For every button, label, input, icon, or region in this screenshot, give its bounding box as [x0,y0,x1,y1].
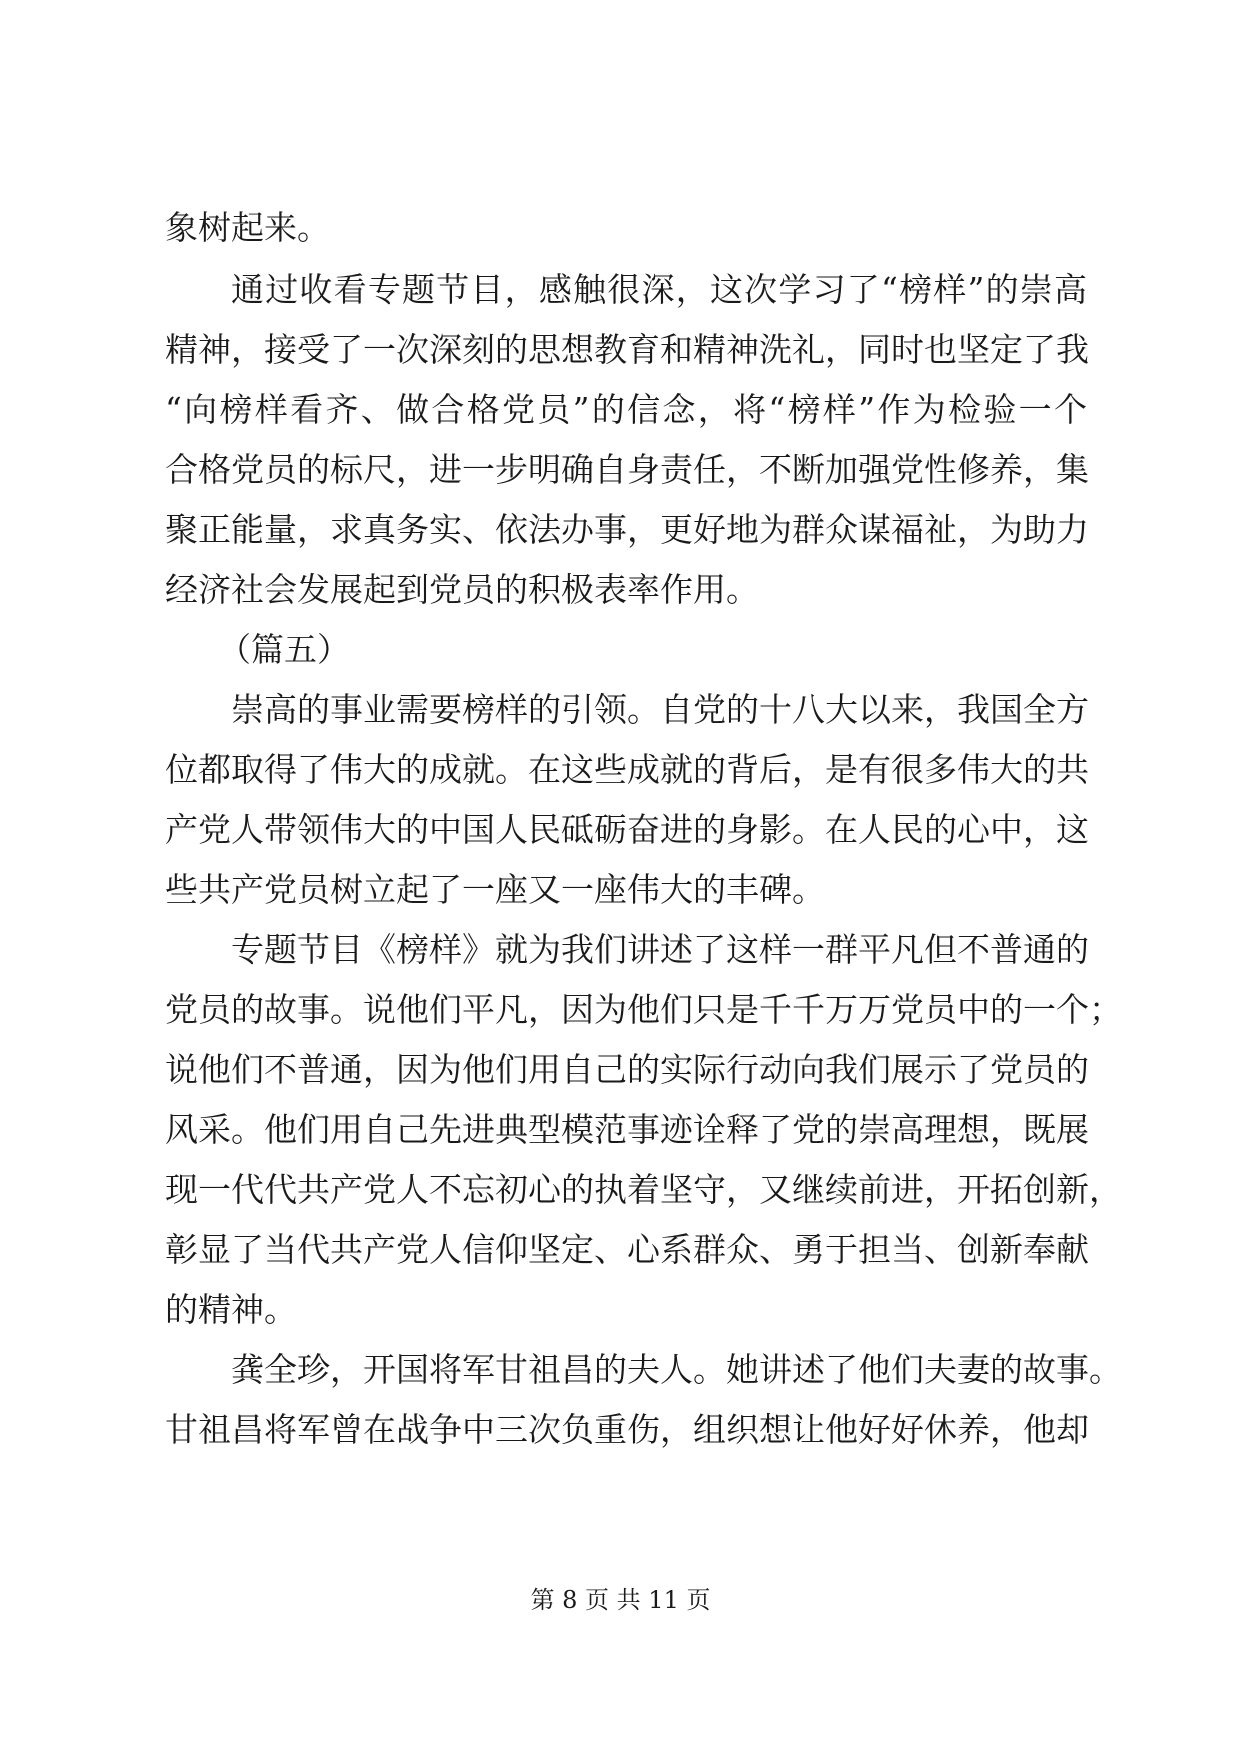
text-line: 象树起来。 [165,208,330,247]
text-line: 位都取得了伟大的成就。在这些成就的背后，是有很多伟大的共 [165,750,1089,789]
text-line: 合格党员的标尺，进一步明确自身责任，不断加强党性修养，集 [165,450,1089,489]
text-line: 彰显了当代共产党人信仰坚定、心系群众、勇于担当、创新奉献 [165,1230,1089,1269]
text-line: 党员的故事。说他们平凡，因为他们只是千千万万党员中的一个； [165,990,1122,1029]
section-heading: （篇五） [218,630,350,669]
page-footer: 第 8 页 共 11 页 [530,1586,711,1614]
text-line: 专题节目《榜样》就为我们讲述了这样一群平凡但不普通的 [231,930,1089,969]
text-line: 甘祖昌将军曾在战争中三次负重伤，组织想让他好好休养，他却 [165,1410,1089,1449]
text-line: 产党人带领伟大的中国人民砥砺奋进的身影。在人民的心中，这 [165,810,1089,849]
text-line: 聚正能量，求真务实、依法办事，更好地为群众谋福祉，为助力 [165,510,1089,549]
text-line: 风采。他们用自己先进典型模范事迹诠释了党的崇高理想，既展 [165,1110,1089,1149]
text-line: 通过收看专题节目，感触很深，这次学习了“榜样”的崇高 [231,270,1087,309]
text-line: 龚全珍，开国将军甘祖昌的夫人。她讲述了他们夫妻的故事。 [231,1350,1122,1389]
text-line: 些共产党员树立起了一座又一座伟大的丰碑。 [165,870,825,909]
text-line: “向榜样看齐、做合格党员”的信念，将“榜样”作为检验一个 [165,390,1087,429]
text-line: 现一代代共产党人不忘初心的执着坚守，又继续前进，开拓创新， [165,1170,1122,1209]
text-line: 经济社会发展起到党员的积极表率作用。 [165,570,759,609]
text-line: 崇高的事业需要榜样的引领。自党的十八大以来，我国全方 [231,690,1089,729]
text-line: 说他们不普通，因为他们用自己的实际行动向我们展示了党员的 [165,1050,1089,1089]
text-line: 精神，接受了一次深刻的思想教育和精神洗礼，同时也坚定了我 [165,330,1089,369]
text-line: 的精神。 [165,1290,297,1329]
